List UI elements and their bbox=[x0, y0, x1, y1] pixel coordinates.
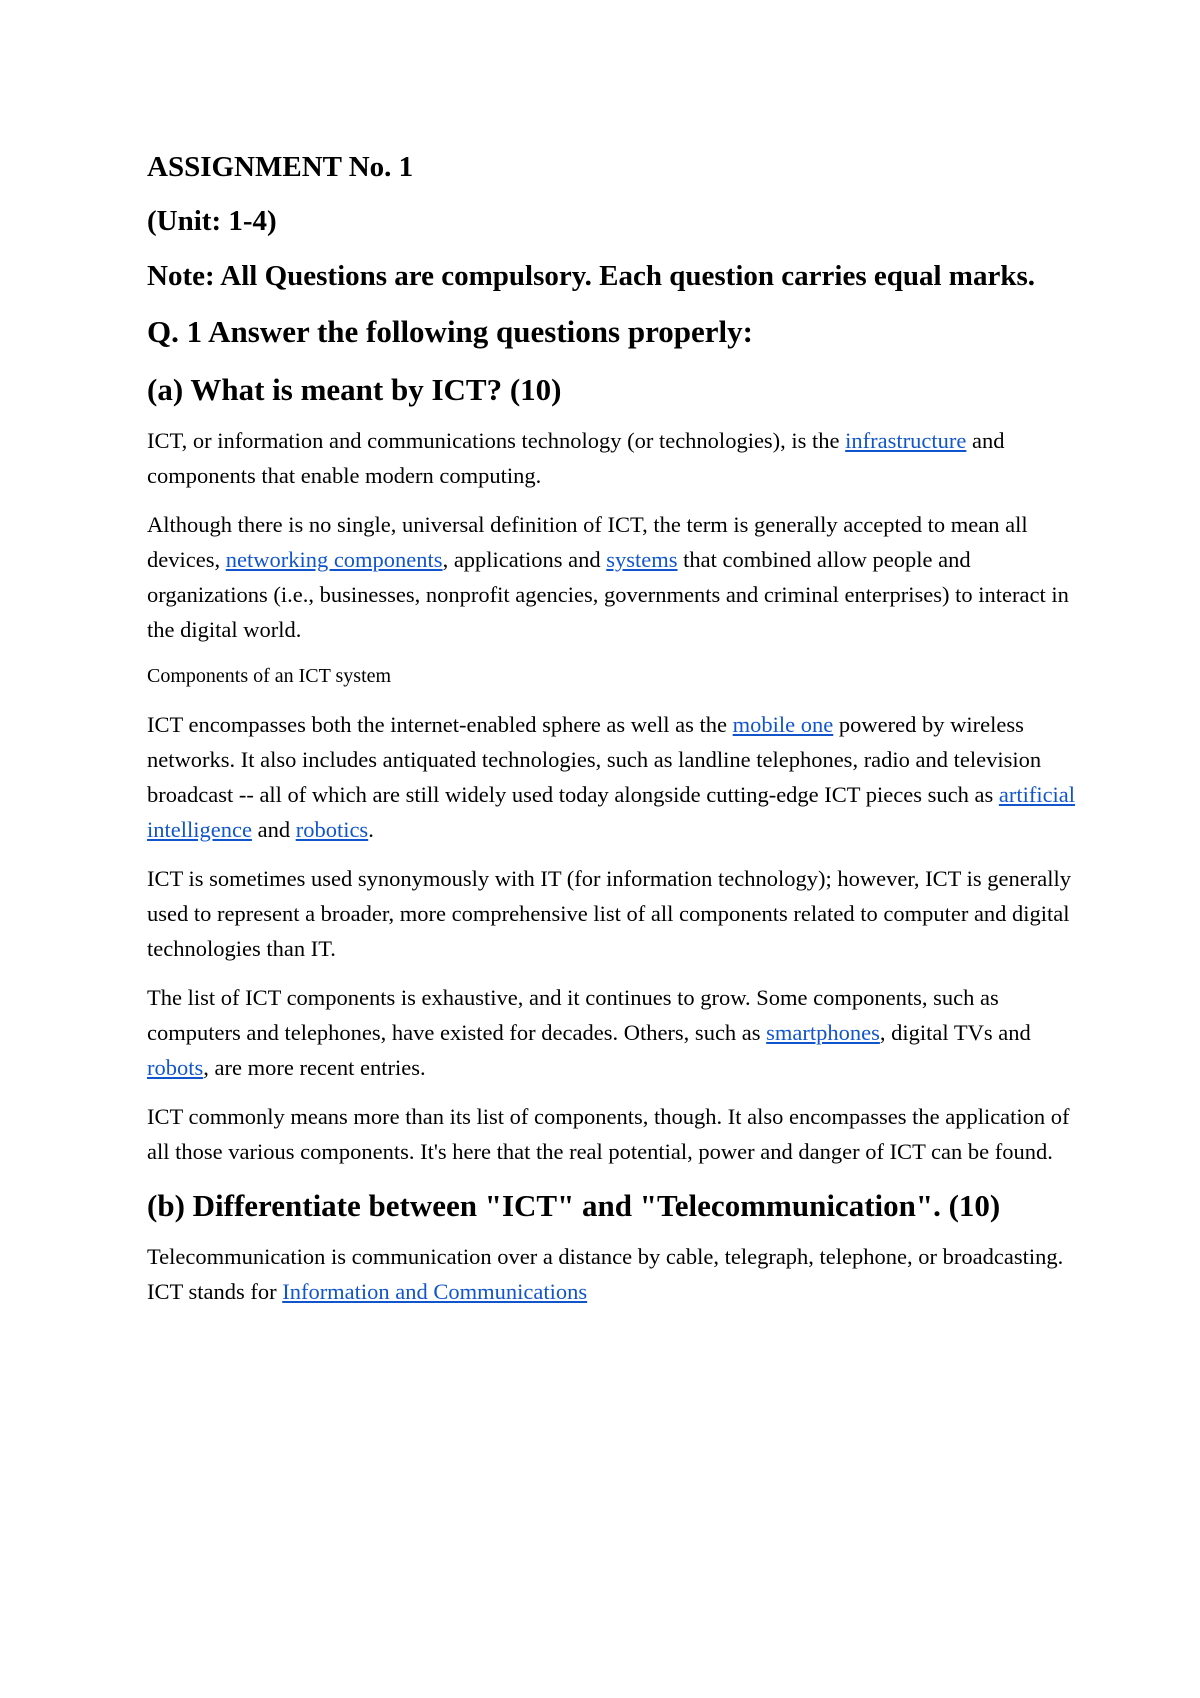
question-1-heading: Q. 1 Answer the following questions properly: bbox=[147, 314, 753, 349]
link-artificial-intelligence[interactable]: artificial intelligence bbox=[147, 782, 1076, 842]
paragraph-ict-definition: ICT, or information and communications technology (or technologies), is the infrastructure and components that enable modern computing. bbox=[147, 428, 1005, 488]
link-mobile-one[interactable]: mobile one bbox=[732, 712, 834, 737]
question-a-heading: (a) What is meant by ICT? (10) bbox=[147, 372, 562, 407]
section-caption: Components of an ICT system bbox=[147, 665, 392, 687]
paragraph-ict-scope: Although there is no single, universal definition of ICT, the term is generally accepted to mean all devices, networking components, applications and systems that combined allow people and organizations (i.e., businesses, nonprofit agencies, governments and criminal enterprises) to interact in the digital world. bbox=[147, 512, 1069, 642]
paragraph-telecommunication: Telecommunication is communication over a distance by cable, telegraph, telephone, or broadcasting. ICT stands for Information and Communications bbox=[147, 1244, 1064, 1304]
document-body bbox=[147, 148, 1077, 1323]
paragraph-ict-application: ICT commonly means more than its list of components, though. It also encompasses the application of all those various components. It's here that the real potential, power and danger of ICT can be found. bbox=[147, 1104, 1070, 1164]
link-smartphones[interactable]: smartphones bbox=[766, 1020, 880, 1045]
link-infrastructure[interactable]: infrastructure bbox=[845, 428, 967, 453]
link-robotics[interactable]: robotics bbox=[295, 817, 369, 842]
paragraph-ict-list: The list of ICT components is exhaustive, and it continues to grow. Some components, such as computers and telephones, have existed for decades. Others, such as smartphones, digital TVs and robots, are more recent entries. bbox=[147, 985, 1031, 1080]
link-robots[interactable]: robots bbox=[147, 1055, 204, 1080]
link-information-and-communications[interactable]: Information and Communications bbox=[282, 1279, 588, 1304]
question-b-heading: (b) Differentiate between "ICT" and "Telecommunication". (10) bbox=[147, 1188, 1001, 1223]
paragraph-ict-vs-it: ICT is sometimes used synonymously with IT (for information technology); however, ICT is generally used to represent a broader, more comprehensive list of all components related to computer and digital technologies than IT. bbox=[147, 866, 1071, 961]
link-networking-components[interactable]: networking components bbox=[225, 547, 443, 572]
paragraph-ict-components: ICT encompasses both the internet-enabled sphere as well as the mobile one powered by wireless networks. It also includes antiquated technologies, such as landline telephones, radio and television broadcast -- all of which are still widely used today alongside cutting-edge ICT pieces such as artificial intelligence and robotics. bbox=[147, 712, 1076, 842]
assignment-title: ASSIGNMENT No. 1 bbox=[147, 151, 414, 183]
note-heading: Note: All Questions are compulsory. Each question carries equal marks. bbox=[147, 260, 1035, 292]
unit-heading: (Unit: 1-4) bbox=[147, 205, 277, 237]
link-systems[interactable]: systems bbox=[606, 547, 678, 572]
